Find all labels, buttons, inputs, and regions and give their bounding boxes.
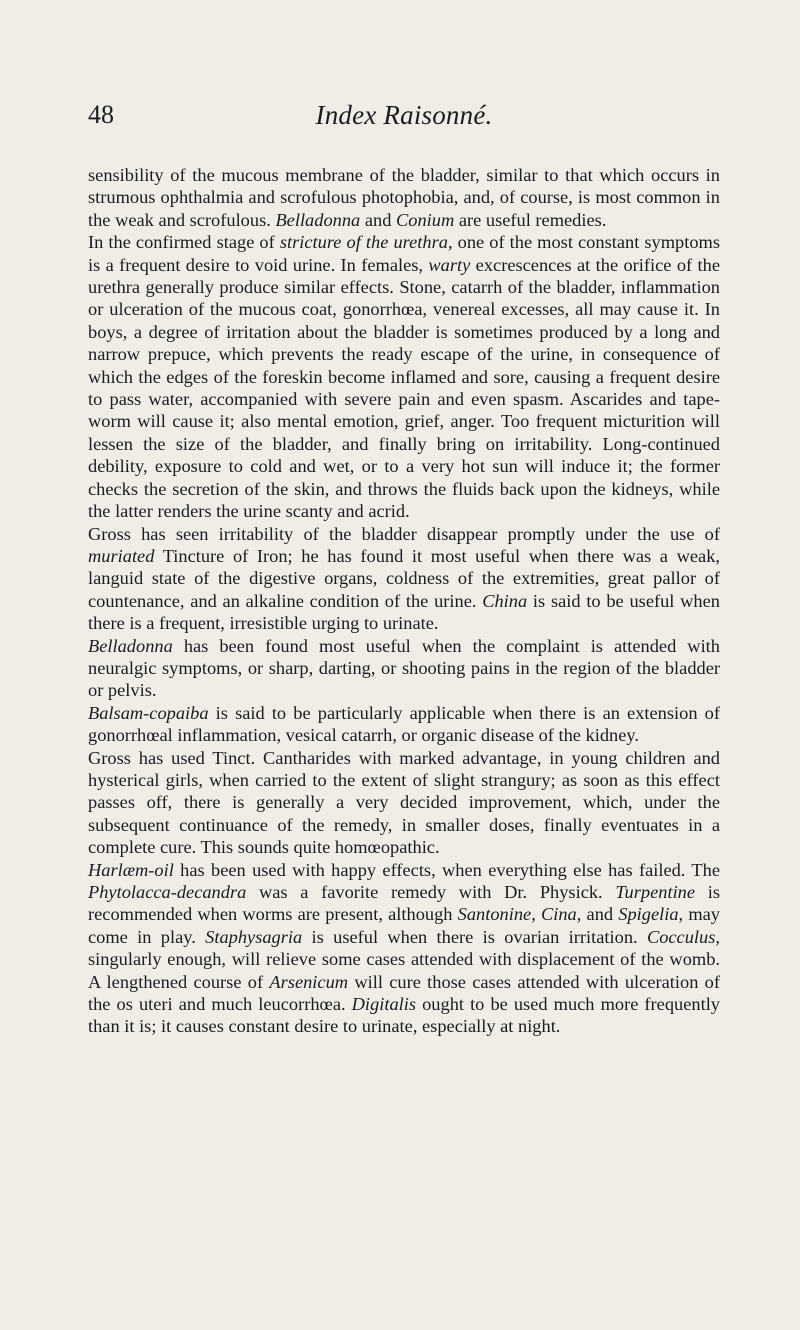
text-run: is useful when there is ovarian irritation. xyxy=(302,926,647,947)
italic-term: China xyxy=(482,590,528,611)
text-run: and xyxy=(581,904,619,925)
text-run: ought to be used much more frequently than it is; it causes constant desire to urinate, especially at night. xyxy=(88,994,720,1037)
paragraph xyxy=(88,747,720,859)
italic-term: Belladonna xyxy=(88,635,173,656)
text-run: , one of the most constant symptoms is a frequent desire to void urine. In females, xyxy=(88,232,720,275)
text-run: will cure those cases attended with ulceration of the os uteri and much leucorrhœa. xyxy=(88,971,720,1015)
italic-term: Phytolacca-decandra xyxy=(88,882,247,902)
italic-term: Santonine, Cina, xyxy=(457,904,582,925)
text-run: and xyxy=(360,209,396,230)
text-run: was a favorite remedy with Dr. Physick. xyxy=(246,882,616,902)
italic-term: stricture of the urethra xyxy=(279,232,448,253)
text-run: singularly enough, will relieve some cases attended with displacement of the womb. A lengthened course of xyxy=(88,949,720,992)
italic-term: Cocculus, xyxy=(646,926,720,947)
body-text xyxy=(88,164,720,1038)
paragraph xyxy=(88,523,720,635)
italic-term: muriated xyxy=(88,545,155,566)
paragraph xyxy=(88,164,720,231)
text-run: has been found most useful when the complaint is attended with neuralgic symptoms, or sharp, darting, or shooting pains in the region of the bladder or pelvis. xyxy=(88,635,720,701)
italic-term: Harlæm-oil xyxy=(88,859,174,880)
italic-term: Digitalis xyxy=(351,994,417,1015)
paragraph xyxy=(88,859,720,1038)
text-run: Gross has seen irritability of the bladder disappear promptly under the use of xyxy=(88,523,720,544)
italic-term: Conium xyxy=(395,209,455,230)
italic-term: Belladonna xyxy=(275,209,361,230)
text-run: In the confirmed stage of xyxy=(88,232,280,253)
text-run: are useful remedies. xyxy=(454,209,607,230)
text-run: may come in play. xyxy=(88,904,720,947)
italic-term: Arsenicum xyxy=(269,971,349,992)
text-run: Gross has used Tinct. Cantharides with marked advantage, in young children and hysterical girls, when carried to the extent of slight strangury; as soon as this effect passes off, there is generally a very decided improvement, which, under the subsequent continuance of the remedy, in smaller doses, finally eventuates in a complete cure. This sounds quite homœopathic. xyxy=(88,747,720,858)
page-number: 48 xyxy=(88,100,114,129)
page-header xyxy=(88,100,720,140)
text-run: has been used with happy effects, when everything else has failed. The xyxy=(173,859,720,880)
text-run: is said to be useful when there is a frequent, irresistible urging to urinate. xyxy=(88,590,720,634)
text-run: is recommended when worms are present, although xyxy=(88,882,720,925)
text-run: excrescences at the orifice of the urethra generally produce similar effects. Stone, catarrh of the bladder, inflammation or ulceration of the mucous coat, gonorrhœa, venereal excesses, all may cause it. In boys, a degree of irritation about the bladder is sometimes produced by a long and narrow prepuce, which prevents the ready escape of the urine, in consequence of which the edges of the foreskin become inflamed and sore, causing a frequent desire to pass water, accompanied with severe pain and even spasm. Ascarides and tape-worm will cause it; also mental emotion, grief, anger. Too frequent micturition will lessen the size of the bladder, and finally bring on irritability. Long-continued debility, exposure to cold and wet, or to a very hot sun will induce it; the former checks the secretion of the skin, and throws the fluids back upon the kidneys, while the latter renders the urine scanty and acrid. xyxy=(88,254,720,522)
italic-term: Spigelia, xyxy=(618,904,684,925)
italic-term: Staphysagria xyxy=(205,926,303,947)
text-run: is said to be particularly applicable when there is an extension of gonorrhœal inflammation, vesical catarrh, or organic disease of the kidney. xyxy=(88,702,720,746)
paragraph xyxy=(88,702,720,747)
italic-term: Turpentine xyxy=(615,882,696,902)
paragraph xyxy=(88,231,720,522)
text-run: Tincture of Iron; he has found it most useful when there was a weak, languid state of the digestive organs, coldness of the extremities, great pallor of countenance, and an alkaline condition of the urine. xyxy=(88,545,720,611)
italic-term: warty xyxy=(428,254,471,275)
running-title: Index Raisonné. xyxy=(315,100,493,130)
italic-term: Balsam-copaiba xyxy=(88,702,209,723)
text-run: sensibility of the mucous membrane of the bladder, similar to that which occurs in strumous ophthalmia and scrofulous photophobia, and, of course, is most common in the weak and scrofulous. xyxy=(88,165,720,230)
paragraph xyxy=(88,635,720,702)
